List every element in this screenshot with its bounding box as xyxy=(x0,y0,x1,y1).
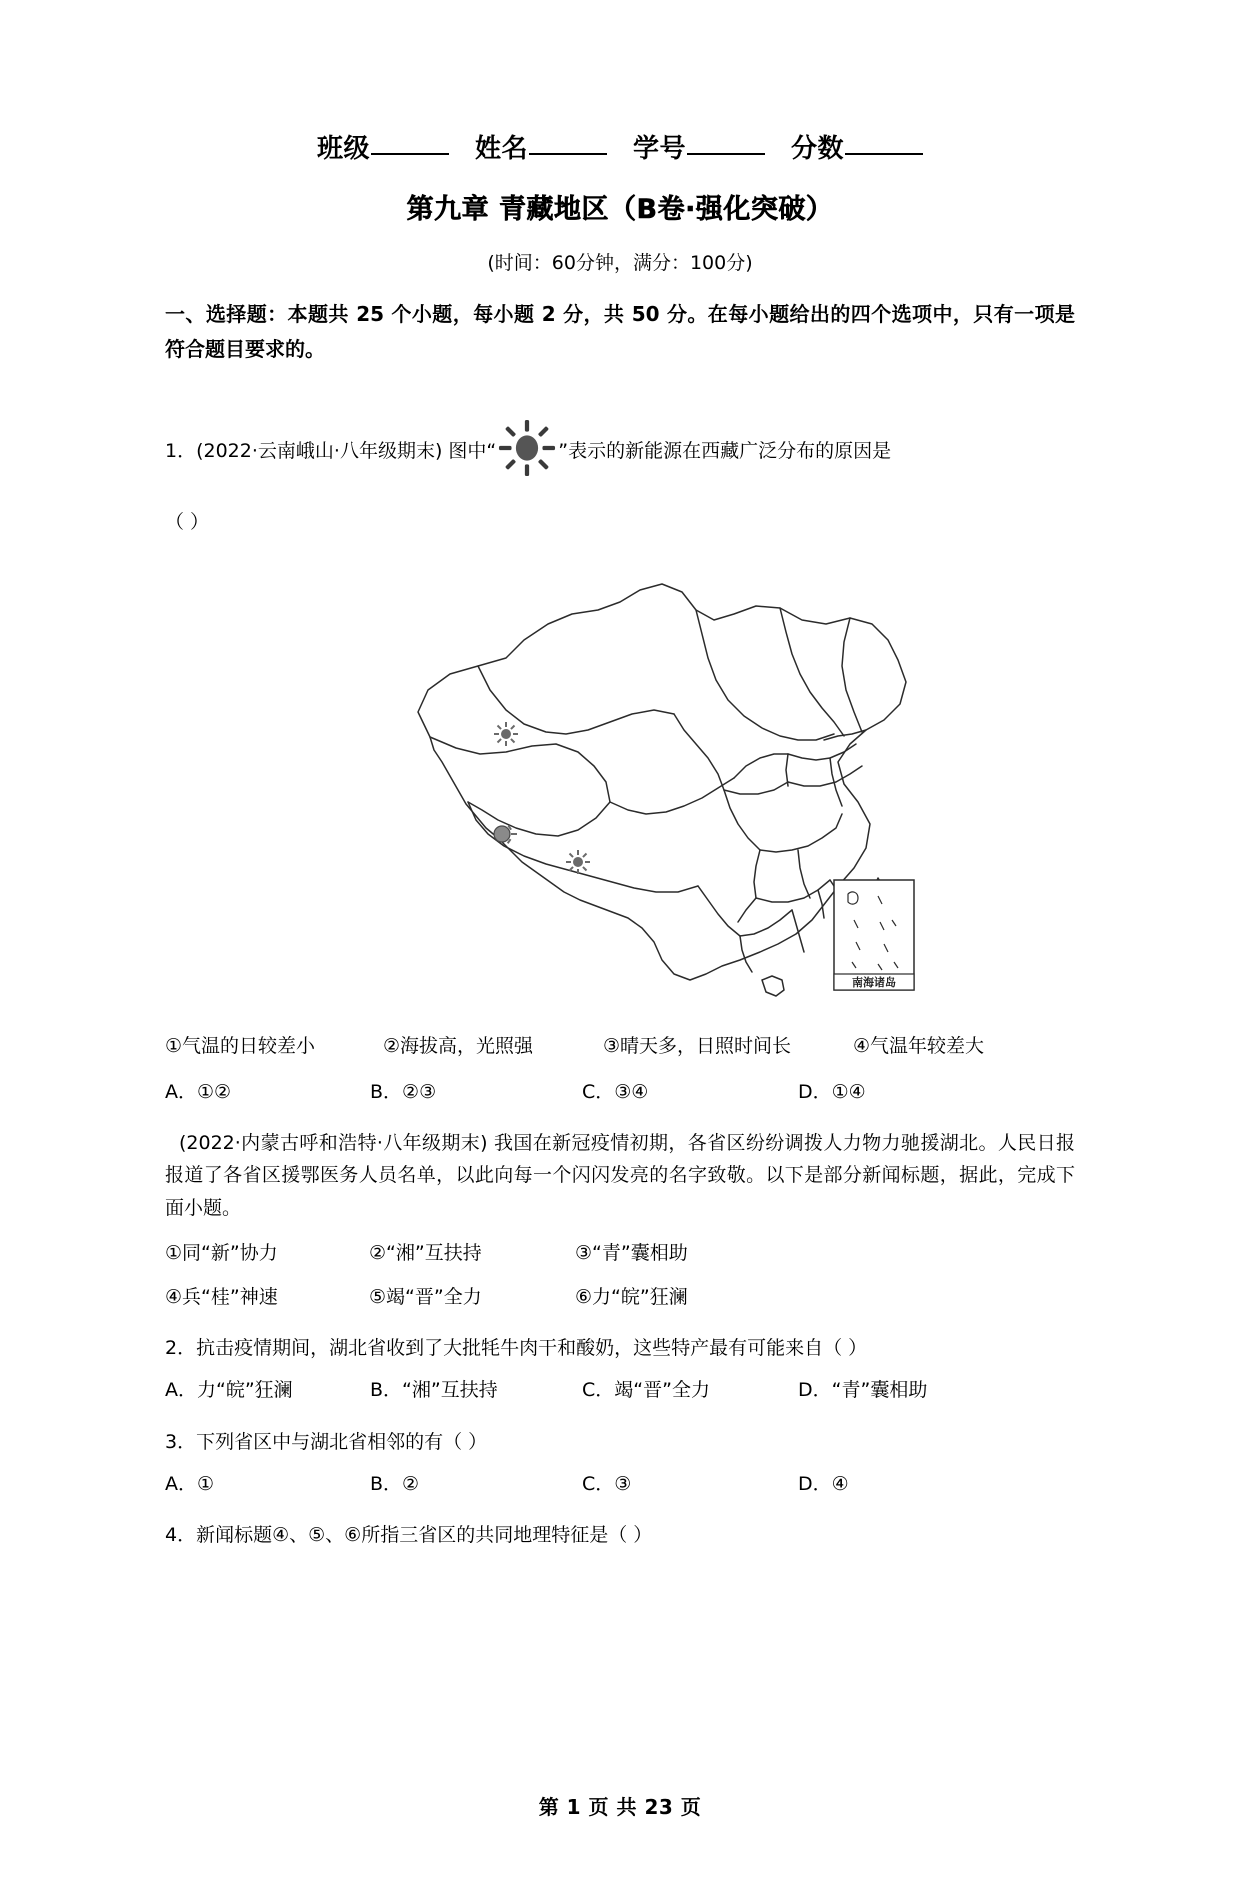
question-3-number: 3． xyxy=(165,1430,197,1453)
news-headline-6: ⑥力“皖”狂澜 xyxy=(575,1285,688,1308)
student-identity-line xyxy=(165,128,1075,165)
question-2-option-c[interactable]: C．竭“晋”全力 xyxy=(582,1379,710,1402)
name-blank[interactable] xyxy=(529,153,607,155)
question-3-stem xyxy=(165,1427,1075,1454)
exam-subtitle: (时间：60分钟，满分：100分) xyxy=(487,252,753,274)
news-headline-1: ①同“新”协力 xyxy=(165,1241,278,1264)
name-label: 姓名 xyxy=(474,134,528,164)
question-2-option-b[interactable]: B．“湘”互扶持 xyxy=(370,1379,498,1402)
china-map-svg xyxy=(310,562,930,1012)
news-headline-5: ⑤竭“晋”全力 xyxy=(369,1285,482,1308)
question-1-statements xyxy=(165,1030,1075,1062)
question-2-number: 2． xyxy=(165,1337,197,1360)
passage-line-1: 我国在新冠疫情初期，各省区纷纷调拨人力物力驰 xyxy=(493,1131,921,1154)
question-4-text: 新闻标题④、⑤、⑥所指三省区的共同地理特征是（ ） xyxy=(196,1523,653,1546)
passage-paragraph xyxy=(165,1127,1075,1225)
question-1-option-a[interactable]: A．①② xyxy=(165,1081,232,1104)
question-1-options xyxy=(165,1076,1075,1108)
sun-icon xyxy=(498,419,556,477)
passage-line-3: 以下是部分新闻标题，据此，完成下面小题。 xyxy=(165,1164,1075,1219)
passage-source: (2022·内蒙古呼和浩特·八年级期末) xyxy=(179,1131,488,1154)
passage-line-2: 援湖北。人民日报报道了各省区援鄂医务人员名单，以此向每一个闪闪发亮的名字致敬。 xyxy=(165,1131,1075,1187)
sun-marker-tibet xyxy=(566,850,590,874)
question-1-option-c[interactable]: C．③④ xyxy=(582,1081,649,1104)
class-field xyxy=(317,128,449,165)
question-1-answer-bracket[interactable]: （ ） xyxy=(165,511,210,533)
china-map-figure xyxy=(165,562,1075,1014)
news-headline-4: ④兵“桂”神速 xyxy=(165,1285,278,1308)
news-headlines-row-2 xyxy=(165,1281,1075,1313)
name-field xyxy=(475,128,607,165)
question-3-text: 下列省区中与湖北省相邻的有（ ） xyxy=(196,1430,488,1453)
sun-marker-xinjiang xyxy=(494,722,518,746)
exam-page xyxy=(0,128,1240,1882)
question-1-source: (2022·云南峨山·八年级期末) xyxy=(196,440,443,462)
question-1-stem xyxy=(165,419,1075,477)
section-instruction: 一、选择题：本题共 25 个小题，每小题 2 分，共 50 分。在每小题给出的四个选项中，只有一项是符合题目要求的。 xyxy=(165,302,1075,361)
statement-2: ②海拔高，光照强 xyxy=(383,1035,534,1057)
class-label: 班级 xyxy=(316,134,370,164)
statement-4: ④气温年较差大 xyxy=(853,1035,985,1057)
score-blank[interactable] xyxy=(845,153,923,155)
question-1-text-after-icon: ”表示的新能源在西藏广泛分布的原因是 xyxy=(558,440,892,462)
inset-label: 南海诸岛 xyxy=(852,976,896,989)
news-headline-2: ②“湘”互扶持 xyxy=(369,1241,482,1264)
student-number-blank[interactable] xyxy=(687,153,765,155)
score-field xyxy=(791,128,923,165)
news-headline-3: ③“青”囊相助 xyxy=(575,1241,688,1264)
question-4-stem xyxy=(165,1520,1075,1547)
question-3-option-d[interactable]: D．④ xyxy=(798,1472,849,1495)
question-2-option-a[interactable]: A．力“皖”狂澜 xyxy=(165,1379,293,1402)
page-footer: 第 1 页 共 23 页 xyxy=(538,1795,702,1819)
south-china-sea-inset xyxy=(834,880,914,990)
circle-marker-tibet xyxy=(494,825,517,844)
news-headlines-row-1 xyxy=(165,1237,1075,1269)
question-2-text: 抗击疫情期间，湖北省收到了大批牦牛肉干和酸奶，这些特产最有可能来自（ ） xyxy=(196,1337,868,1360)
statement-3: ③晴天多，日照时间长 xyxy=(603,1035,792,1057)
question-3-option-b[interactable]: B．② xyxy=(370,1472,420,1495)
question-3-option-c[interactable]: C．③ xyxy=(582,1472,632,1495)
question-2-stem xyxy=(165,1333,1075,1360)
student-number-field xyxy=(633,128,765,165)
question-3-option-a[interactable]: A．① xyxy=(165,1472,215,1495)
student-number-label: 学号 xyxy=(633,134,687,164)
page-title: 第九章 青藏地区（B卷·强化突破） xyxy=(406,194,834,225)
question-1-number: 1． xyxy=(165,440,197,462)
question-1-text-before-icon: 图中“ xyxy=(448,440,497,462)
class-blank[interactable] xyxy=(371,153,449,155)
question-1-option-b[interactable]: B．②③ xyxy=(370,1081,437,1104)
question-1-option-d[interactable]: D．①④ xyxy=(798,1081,866,1104)
question-2-options xyxy=(165,1374,1075,1406)
question-2-option-d[interactable]: D．“青”囊相助 xyxy=(798,1379,928,1402)
question-3-options xyxy=(165,1468,1075,1500)
score-label: 分数 xyxy=(791,134,845,164)
statement-1: ①气温的日较差小 xyxy=(165,1035,316,1057)
question-4-number: 4． xyxy=(165,1523,197,1546)
